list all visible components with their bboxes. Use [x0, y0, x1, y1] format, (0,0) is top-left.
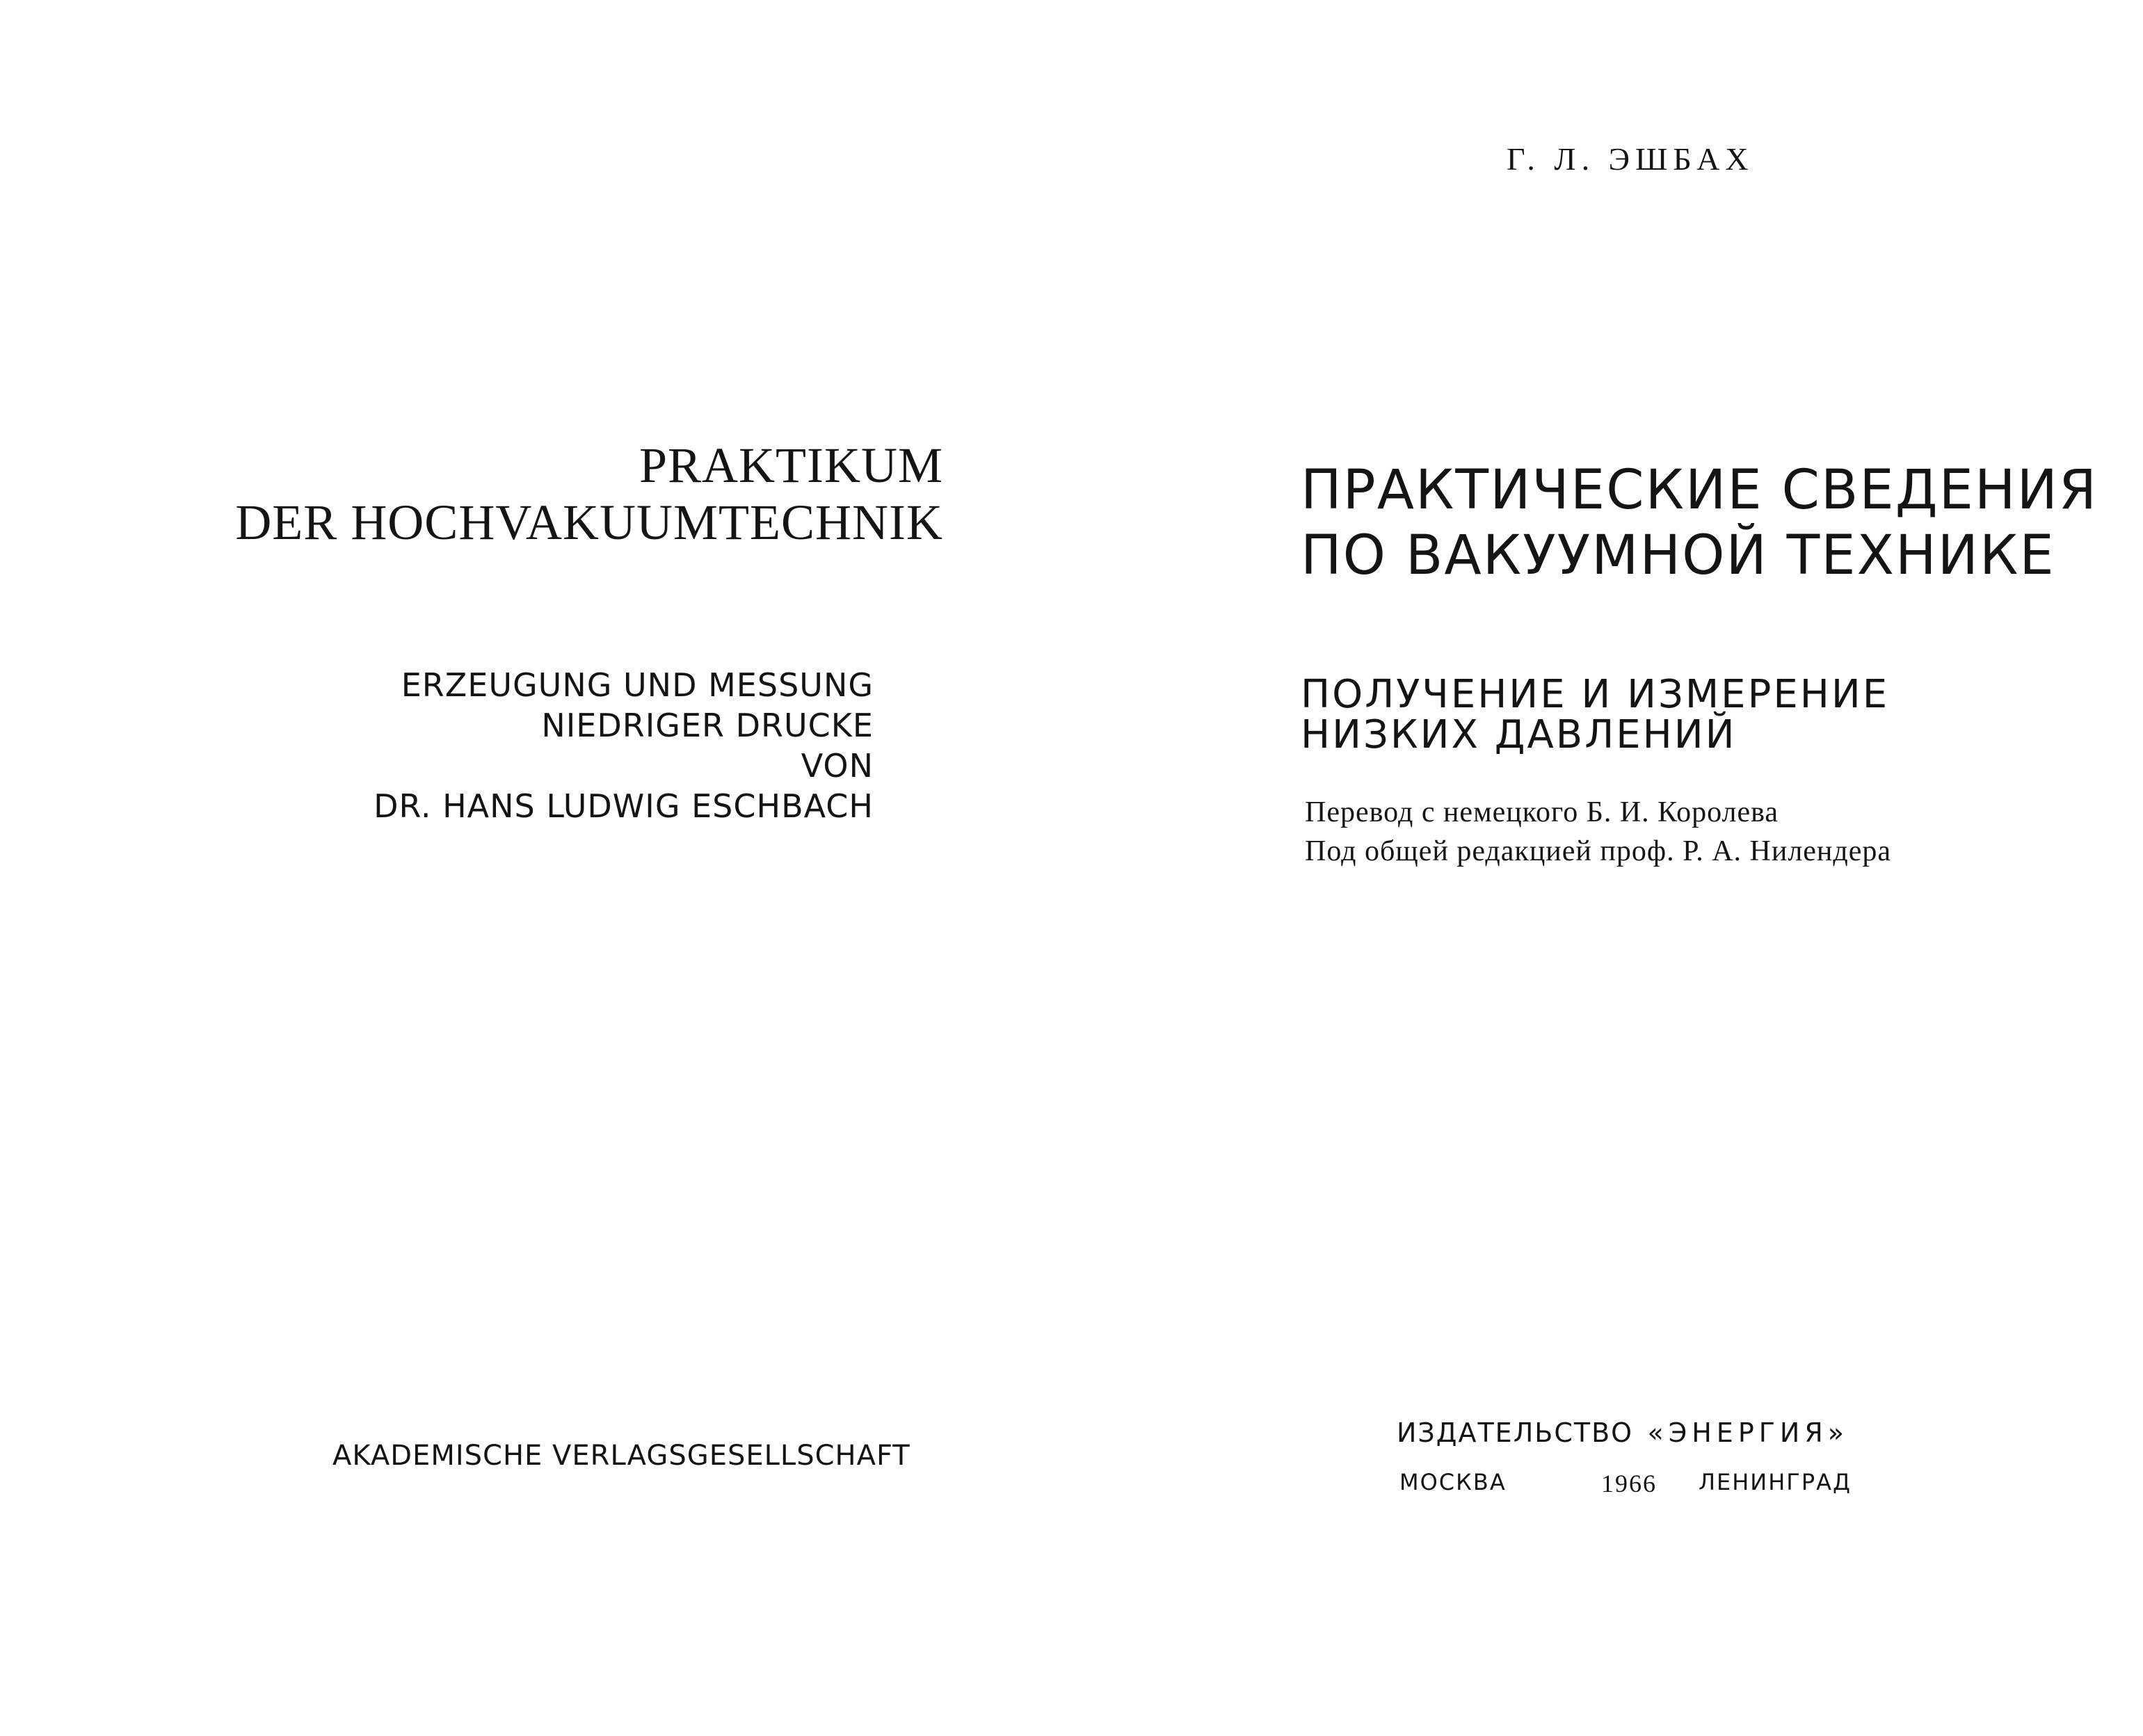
russian-author: Г. Л. ЭШБАХ [1507, 141, 1754, 177]
left-title-page [0, 0, 1071, 1736]
german-publisher: AKADEMISCHE VERLAGSGESELLSCHAFT [332, 1440, 910, 1472]
german-subtitle [374, 665, 874, 826]
russian-subtitle-line-1: ПОЛУЧЕНИЕ И ИЗМЕРЕНИЕ [1301, 672, 1890, 717]
imprint-city-leningrad: ЛЕНИНГРАД [1698, 1469, 1852, 1495]
editor-credit: Под общей редакцией проф. Р. А. Нилендера [1305, 835, 1892, 867]
russian-subtitle [1301, 672, 1890, 757]
russian-subtitle-line-2: НИЗКИХ ДАВЛЕНИЙ [1301, 712, 1737, 757]
translation-credit: Перевод с немецкого Б. И. Королева [1305, 796, 1779, 828]
german-subtitle-line-3: VON [801, 747, 874, 785]
imprint-year: 1966 [1601, 1470, 1657, 1497]
german-subtitle-line-1: ERZEUGUNG UND MESSUNG [401, 666, 874, 704]
imprint-city-moscow: МОСКВА [1399, 1469, 1507, 1495]
russian-title-line-1: ПРАКТИЧЕСКИЕ СВЕДЕНИЯ [1301, 459, 2098, 522]
russian-imprint-line [1399, 1469, 1852, 1504]
russian-title-line-2: ПО ВАКУУМНОЙ ТЕХНИКЕ [1301, 524, 2055, 587]
german-subtitle-line-2: NIEDRIGER DRUCKE [541, 707, 874, 744]
russian-credits [1305, 793, 1891, 871]
german-author-line: DR. HANS LUDWIG ESCHBACH [374, 787, 874, 825]
german-title [235, 437, 943, 551]
german-title-line-2: DER HOCHVAKUUMTECHNIK [235, 495, 943, 550]
german-title-line-1: PRAKTIKUM [639, 437, 943, 493]
russian-title [1301, 458, 2098, 588]
publisher-name: «ЭНЕРГИЯ» [1647, 1417, 1849, 1448]
publisher-word: ИЗДАТЕЛЬСТВО [1397, 1417, 1634, 1448]
right-title-page [1071, 0, 2143, 1736]
